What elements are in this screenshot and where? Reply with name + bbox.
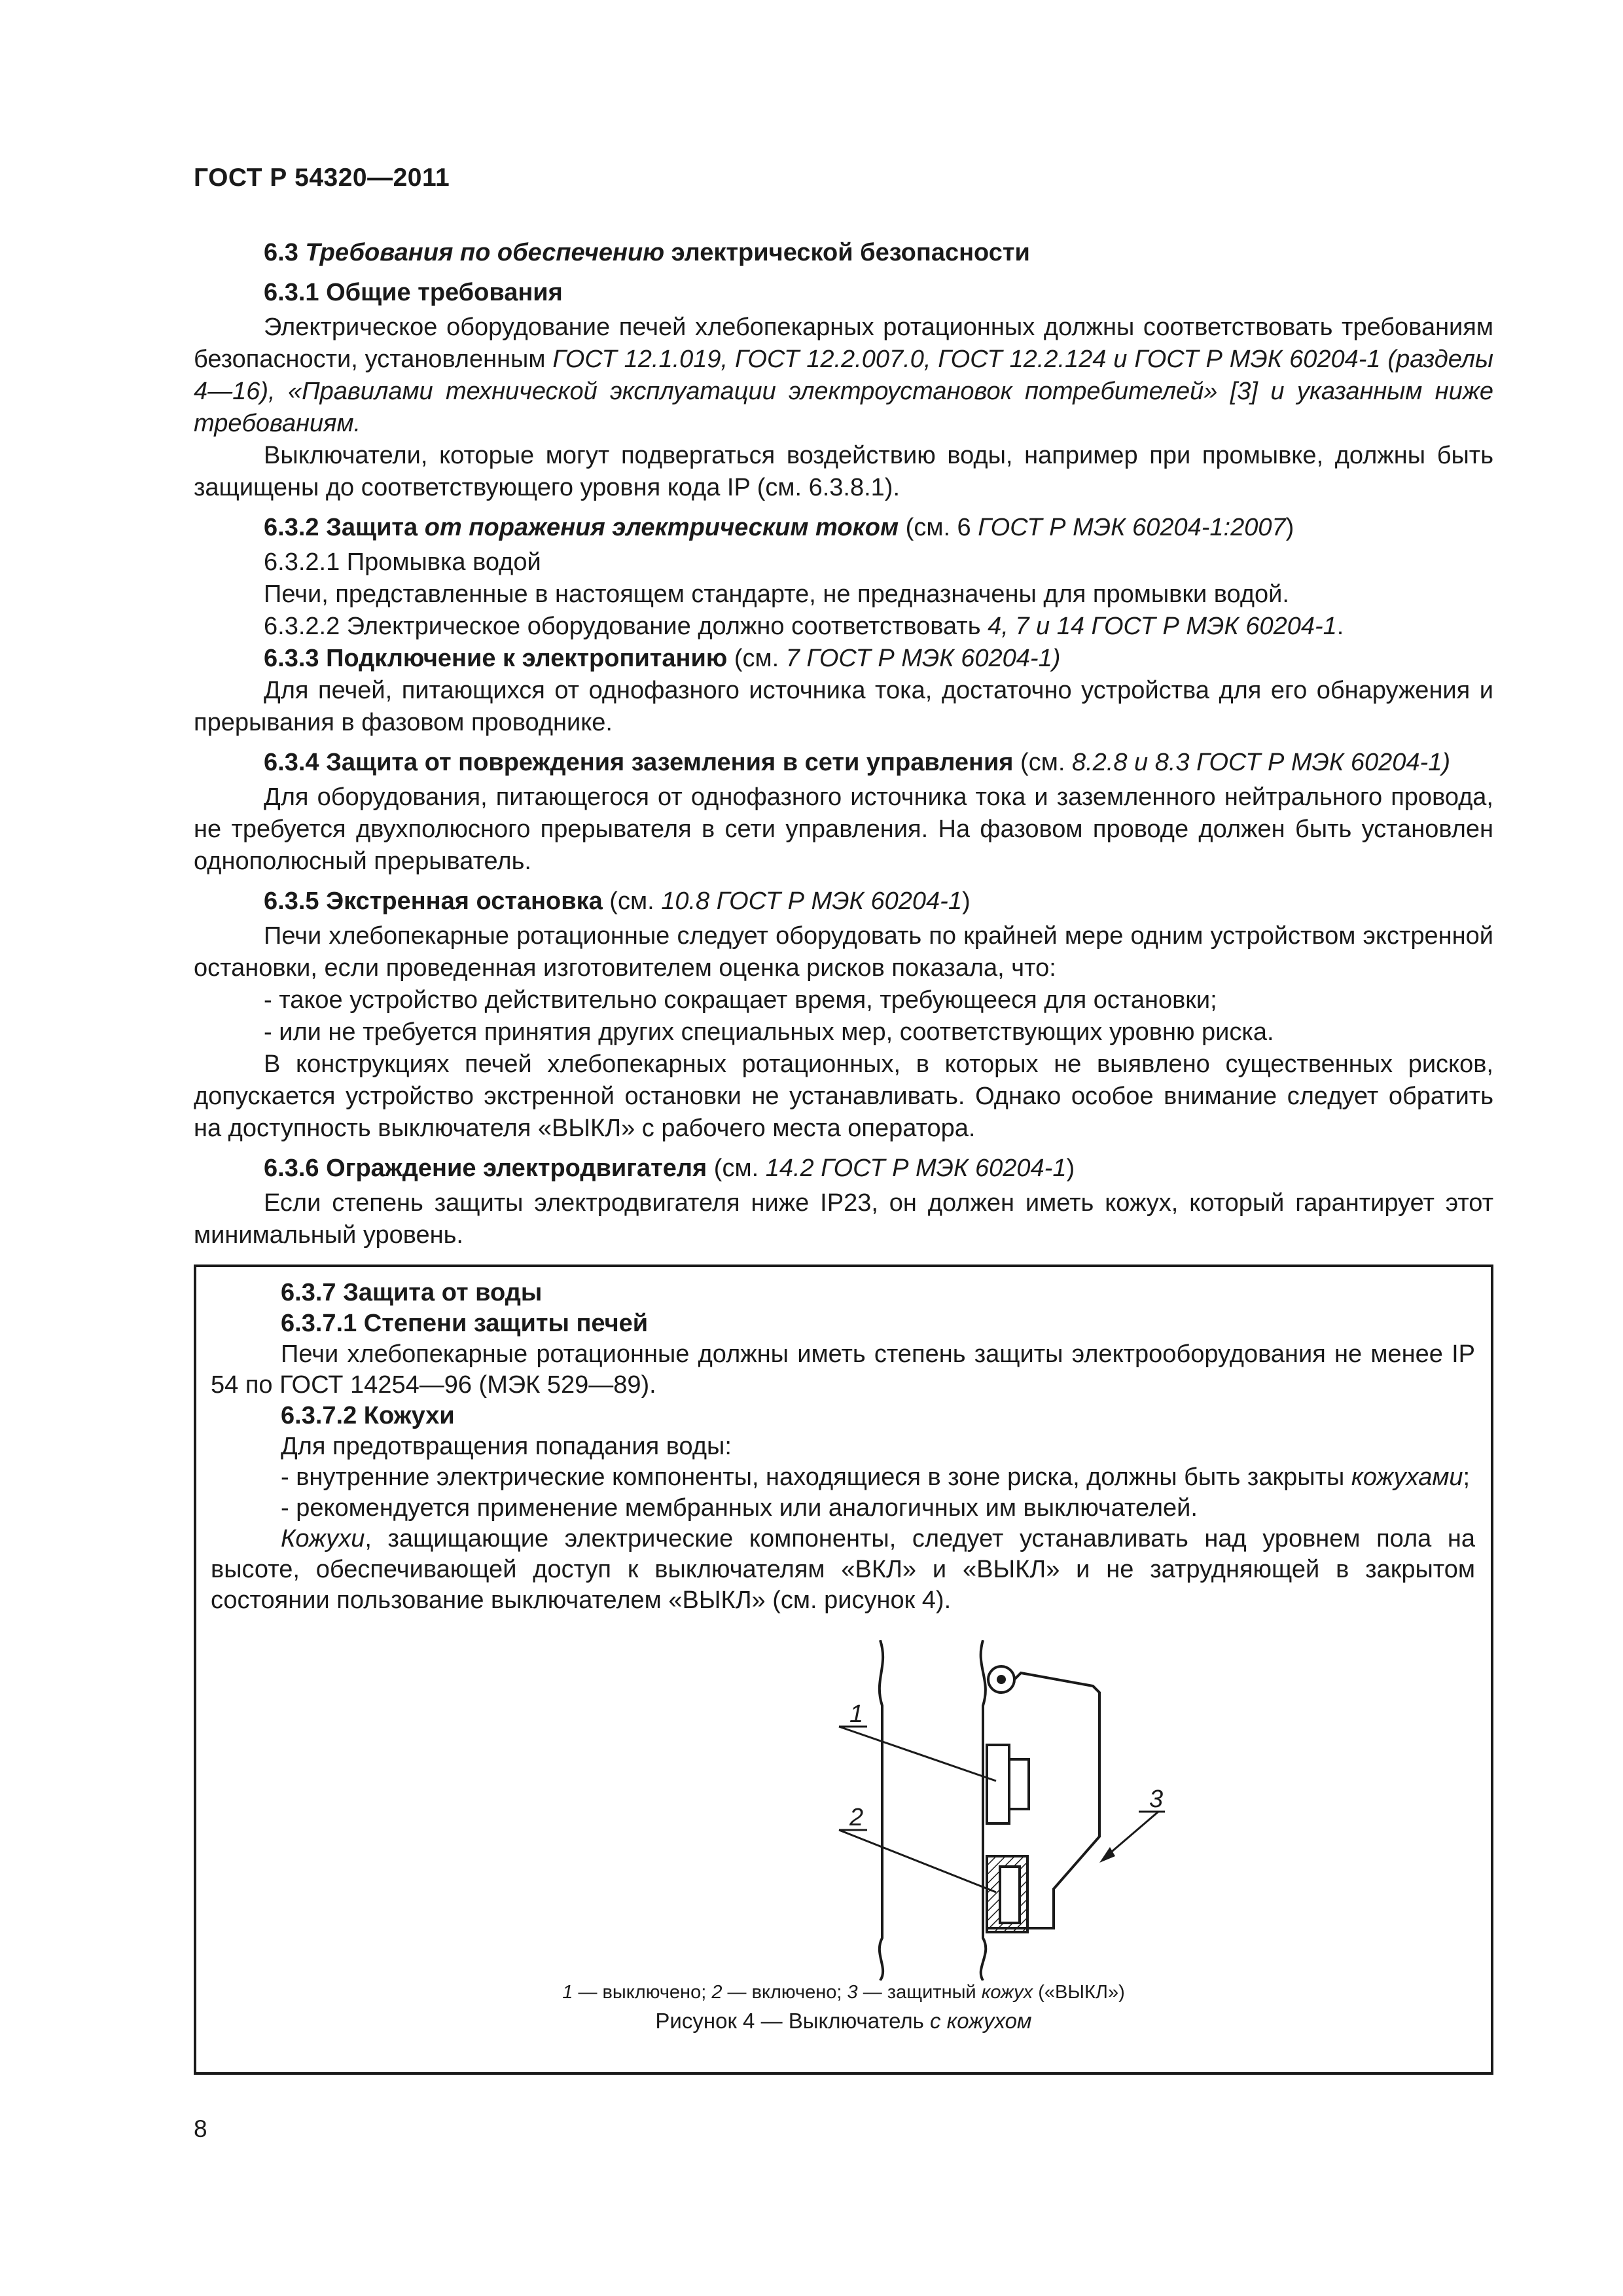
section-6-3-6-heading xyxy=(194,1153,1493,1185)
caption-text-italic: с кожухом xyxy=(930,2009,1032,2033)
paragraph-switches-protection: Выключатели, которые могут подвергаться воздействию воды, например при промывке, должны быть защищены до соответствующего уровня кода IP (см. 6.3.8.1). xyxy=(194,442,1493,501)
text: , защищающие электрические компоненты, следует устанавливать над уровнем пола на высоте, обеспечивающей доступ к выключателям «ВКЛ» и «ВЫКЛ» и не затрудняющей в закрытом состоянии пользование выключателем «ВЫКЛ» (см. рисунок 4). xyxy=(211,1525,1475,1614)
section-6-3-7-2-heading: 6.3.7.2 Кожухи xyxy=(281,1402,455,1429)
legend-text: — выключено; xyxy=(573,1982,712,2003)
legend-number: 1 xyxy=(562,1982,573,2003)
heading-bold: 6.3.6 Ограждение электродвигателя xyxy=(264,1155,707,1182)
wall-break-left xyxy=(880,1640,883,1981)
section-6-3-heading xyxy=(194,237,1493,269)
heading-bold: 6.3.3 Подключение к электропитанию xyxy=(264,645,728,672)
text: Электрическое оборудование печей хлебопекарных ротационных должны соответствовать требованиям безопасности, установленным xyxy=(194,314,1493,373)
text-italic: и указанным ниже требованиям. xyxy=(194,378,1494,437)
paragraph-casings xyxy=(211,1524,1475,1616)
heading-bold: 6.3.2 Защита xyxy=(264,514,425,541)
figure-label-3: 3 xyxy=(1149,1785,1164,1813)
standard-reference: 10.8 ГОСТ Р МЭК 60204-1 xyxy=(661,888,962,915)
framed-section-6-3-7 xyxy=(194,1265,1493,2075)
framed-text xyxy=(211,1278,1475,1616)
reference-suffix: ) xyxy=(1066,1155,1075,1182)
leader-1 xyxy=(839,1727,996,1781)
standard-reference: 4, 7 и 14 ГОСТ Р МЭК 60204-1 xyxy=(988,613,1337,640)
figure-label-2: 2 xyxy=(849,1804,864,1831)
paragraph-grounding: Для оборудования, питающегося от однофазного источника тока и заземленного нейтрального провода, не требуется двухполюсного прерывателя в сети управления. На фазовом проводе должен быть установлен однополюсный прерыватель. xyxy=(194,783,1493,875)
section-6-3-2-2 xyxy=(194,611,1493,643)
list-item: - или не требуется принятия других специальных мер, соответствующих уровню риска. xyxy=(264,1018,1274,1046)
switch-with-casing-drawing xyxy=(740,1640,1198,1981)
reference-prefix: (см. 6 xyxy=(899,514,978,541)
paragraph-protection-degree: Печи хлебопекарные ротационные должны иметь степень защиты электрооборудования не менее IP 54 по ГОСТ 14254—96 (МЭК 529—89). xyxy=(211,1340,1475,1399)
paragraph-power-supply: Для печей, питающихся от однофазного источника тока, достаточно устройства для его обнаружения и прерывания в фазовом проводнике. xyxy=(194,677,1493,736)
heading-bold: 6.3.4 Защита от повреждения заземления в сети управления xyxy=(264,749,1014,776)
section-title-rest: электрической безопасности xyxy=(664,239,1030,266)
standard-reference: 7 ГОСТ Р МЭК 60204-1) xyxy=(785,645,1061,672)
document-code: ГОСТ Р 54320—2011 xyxy=(194,164,450,192)
legend-text: — защитный xyxy=(857,1982,982,2003)
section-6-3-7-1-heading: 6.3.7.1 Степени защиты печей xyxy=(281,1310,649,1337)
figure-4 xyxy=(196,1640,1491,1981)
paragraph-water-prevention: Для предотвращения попадания воды: xyxy=(281,1433,732,1460)
leader-2 xyxy=(839,1830,996,1892)
section-6-3-4-heading xyxy=(194,747,1493,779)
reference-prefix: (см. xyxy=(727,645,786,672)
paragraph-motor-guard: Если степень защиты электродвигателя ниже IP23, он должен иметь кожух, который гарантирует этот минимальный уровень. xyxy=(194,1189,1493,1249)
off-switch-button xyxy=(1009,1759,1029,1809)
section-6-3-2-heading xyxy=(194,512,1493,544)
text-italic: кожухами xyxy=(1351,1463,1463,1491)
on-switch-button xyxy=(1000,1867,1020,1923)
legend-text-italic: кожух xyxy=(981,1982,1033,2003)
list-item: - такое устройство действительно сокращает время, требующееся для остановки; xyxy=(264,986,1217,1014)
main-text xyxy=(194,229,1493,1251)
section-6-3-2-1-heading: 6.3.2.1 Промывка водой xyxy=(264,548,541,576)
list-item xyxy=(211,1462,1475,1493)
reference-suffix: ) xyxy=(961,888,971,915)
paragraph-electrical-requirements xyxy=(194,312,1493,440)
page-number: 8 xyxy=(194,2115,207,2142)
reference-prefix: (см. xyxy=(1013,749,1072,776)
section-6-3-3-heading xyxy=(194,643,1493,675)
section-number: 6.3 xyxy=(264,239,306,266)
reference-suffix: ) xyxy=(1285,514,1294,541)
text-italic: Кожухи xyxy=(281,1525,365,1552)
heading-bold: 6.3.5 Экстренная остановка xyxy=(264,888,603,915)
section-6-3-1-heading: 6.3.1 Общие требования xyxy=(264,279,563,306)
leader-3-arrow xyxy=(1099,1847,1115,1863)
legend-text: — включено; xyxy=(722,1982,847,2003)
heading-bold-italic: от поражения электрическим током xyxy=(424,514,899,541)
figure-legend xyxy=(196,1981,1491,2004)
paragraph-water-washing: Печи, представленные в настоящем стандарте, не предназначены для промывки водой. xyxy=(264,581,1289,608)
section-title-italic: Требования по обеспечению xyxy=(305,239,665,266)
text: ; xyxy=(1463,1463,1471,1491)
standard-reference: 8.2.8 и 8.3 ГОСТ Р МЭК 60204-1) xyxy=(1071,749,1450,776)
list-item: - рекомендуется применение мембранных или аналогичных им выключателей. xyxy=(281,1494,1198,1522)
text: - внутренние электрические компоненты, находящиеся в зоне риска, должны быть закрыты xyxy=(281,1463,1351,1491)
figure-label-1: 1 xyxy=(849,1700,864,1728)
reference-prefix: (см. xyxy=(602,888,662,915)
legend-number: 3 xyxy=(847,1982,858,2003)
legend-text: («ВЫКЛ») xyxy=(1033,1982,1125,2003)
wall-outline xyxy=(981,1640,986,1981)
off-switch xyxy=(987,1745,1009,1823)
caption-text: Рисунок 4 — Выключатель xyxy=(655,2009,930,2033)
reference-prefix: (см. xyxy=(707,1155,766,1182)
paragraph-emergency-stop: Печи хлебопекарные ротационные следует оборудовать по крайней мере одним устройством экстренной остановки, если проведенная изготовителем оценка рисков показала, что: xyxy=(194,922,1493,982)
legend-number: 2 xyxy=(711,1982,722,2003)
section-6-3-5-heading xyxy=(194,886,1493,918)
standard-reference: 14.2 ГОСТ Р МЭК 60204-1 xyxy=(765,1155,1067,1182)
paragraph-no-risks: В конструкциях печей хлебопекарных ротационных, в которых не выявлено существенных рисков, допускается устройство экстренной остановки не устанавливать. Однако особое внимание следует обратить на доступность выключателя «ВЫКЛ» с рабочего места оператора. xyxy=(194,1050,1493,1142)
standards-reference: ГОСТ 12.1.019, ГОСТ 12.2.007.0, ГОСТ 12.2.124 и ГОСТ Р МЭК 60204-1 (разделы 4—16), «Правилами технической эксплуатации электроустановок потребителей» [3] xyxy=(194,346,1494,405)
text: 6.3.2.2 Электрическое оборудование должно соответствовать xyxy=(264,613,988,640)
standard-reference: ГОСТ Р МЭК 60204-1:2007 xyxy=(978,514,1286,541)
text: . xyxy=(1336,613,1344,640)
figure-caption xyxy=(196,2008,1491,2034)
section-6-3-7-heading: 6.3.7 Защита от воды xyxy=(281,1279,543,1306)
